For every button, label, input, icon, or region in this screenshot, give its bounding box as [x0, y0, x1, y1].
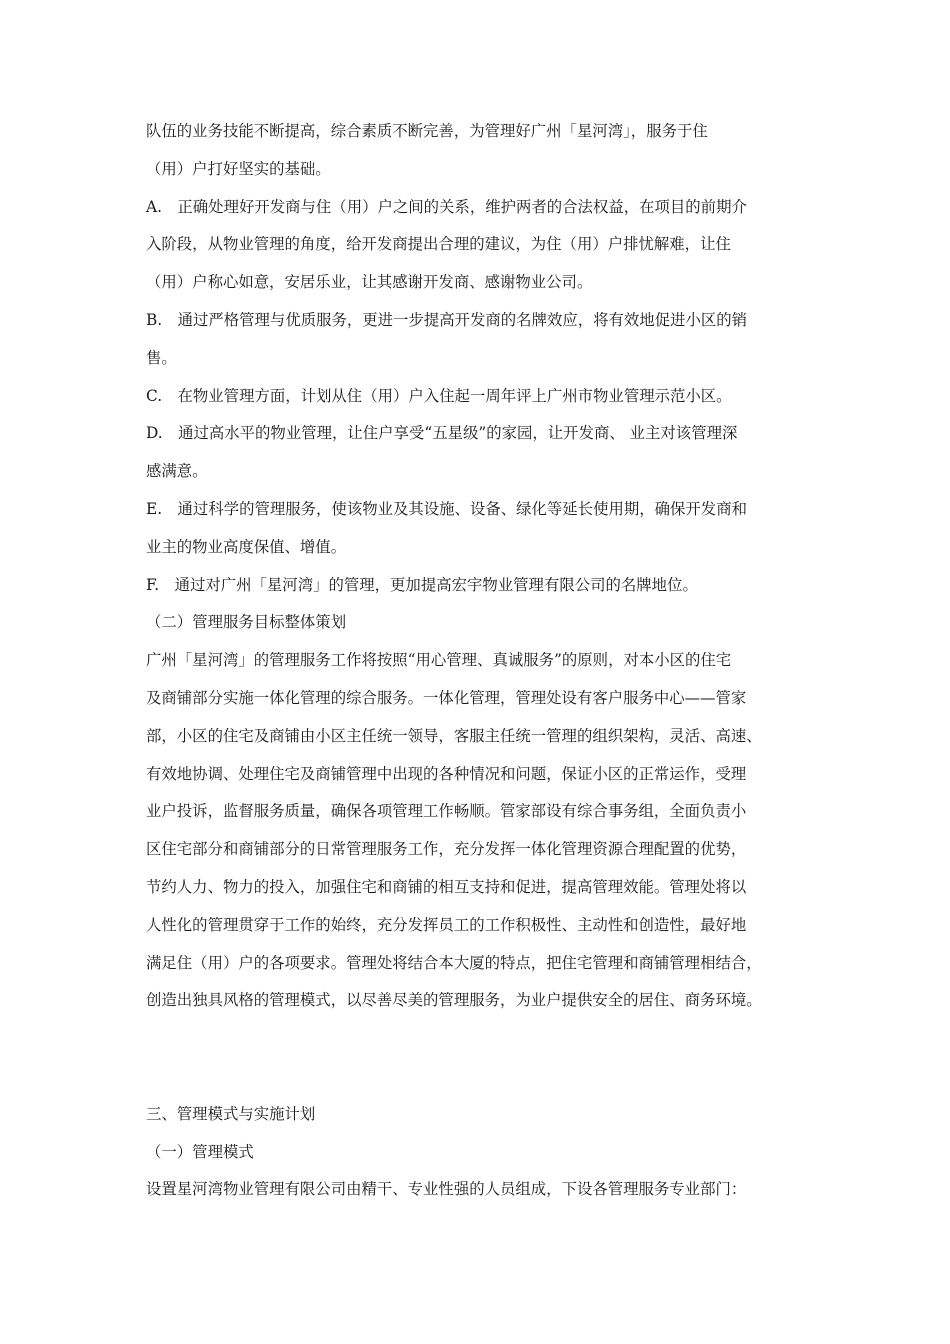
text-line: 满足住（用）户的各项要求。管理处将结合本大厦的特点，把住宅管理和商铺管理相结合， [146, 953, 762, 972]
section-heading: 三、管理模式与实施计划 [146, 1104, 316, 1123]
document-body [146, 113, 816, 1209]
text-line: 节约人力、物力的投入，加强住宅和商铺的相互支持和促进，提高管理效能。管理处将以 [146, 877, 747, 896]
subsection-heading: （一）管理模式 [146, 1142, 254, 1161]
text-line: 队伍的业务技能不断提高，综合素质不断完善，为管理好广州「星河湾」，服务于住 [146, 122, 708, 140]
text-line: 入阶段，从物业管理的角度，给开发商提出合理的建议，为住（用）户排忧解难，让住 [146, 235, 731, 254]
text-line: 创造出独具风格的管理模式，以尽善尽美的管理服务，为业户提供安全的居住、商务环境。 [146, 991, 762, 1010]
text-line: 感满意。 [146, 462, 208, 481]
text-line: 有效地协调、处理住宅及商铺管理中出现的各种情况和问题，保证小区的正常运作，受理 [146, 764, 747, 783]
text-line: C. 在物业管理方面，计划从住（用）户入住起一周年评上广州市物业管理示范小区。 [146, 386, 732, 405]
text-line: 广州「星河湾」的管理服务工作将按照“用心管理、真诚服务”的原则，对本小区的住宅 [146, 651, 732, 670]
text-line: 设置星河湾物业管理有限公司由精干、专业性强的人员组成，下设各管理服务专业部门： [146, 1180, 747, 1199]
text-line: 售。 [146, 348, 177, 367]
text-line: 及商铺部分实施一体化管理的综合服务。一体化管理，管理处设有客户服务中心——管家 [146, 688, 747, 707]
text-line: F. 通过对广州「星河湾」的管理，更加提高宏宇物业管理有限公司的名牌地位。 [146, 575, 698, 594]
text-line: B. 通过严格管理与优质服务，更进一步提高开发商的名牌效应，将有效地促进小区的销 [146, 310, 748, 329]
text-line: 部，小区的住宅及商铺由小区主任统一领导，客服主任统一管理的组织架构，灵活、高速、 [146, 726, 762, 745]
text-line: E. 通过科学的管理服务，使该物业及其设施、设备、绿化等延长使用期，确保开发商和 [146, 499, 747, 518]
text-line: D. 通过高水平的物业管理，让住户享受“五星级”的家园，让开发商、 业主对该管理深 [146, 424, 738, 443]
text-line: （用）户称心如意，安居乐业，让其感谢开发商、感谢物业公司。 [146, 273, 593, 292]
text-line: 业主的物业高度保值、增值。 [146, 537, 347, 556]
text-line: 区住宅部分和商铺部分的日常管理服务工作，充分发挥一体化管理资源合理配置的优势， [146, 840, 747, 859]
text-line: A. 正确处理好开发商与住（用）户之间的关系，维护两者的合法权益，在项目的前期介 [146, 197, 747, 216]
text-line: （用）户打好坚实的基础。 [146, 159, 331, 178]
text-line: 人性化的管理贯穿于工作的始终，充分发挥员工的工作积极性、主动性和创造性，最好地 [146, 915, 747, 934]
subsection-heading: （二）管理服务目标整体策划 [146, 613, 347, 632]
section-spacer [146, 1020, 816, 1096]
text-line: 业户投诉，监督服务质量，确保各项管理工作畅顺。管家部设有综合事务组，全面负责小 [146, 802, 747, 821]
